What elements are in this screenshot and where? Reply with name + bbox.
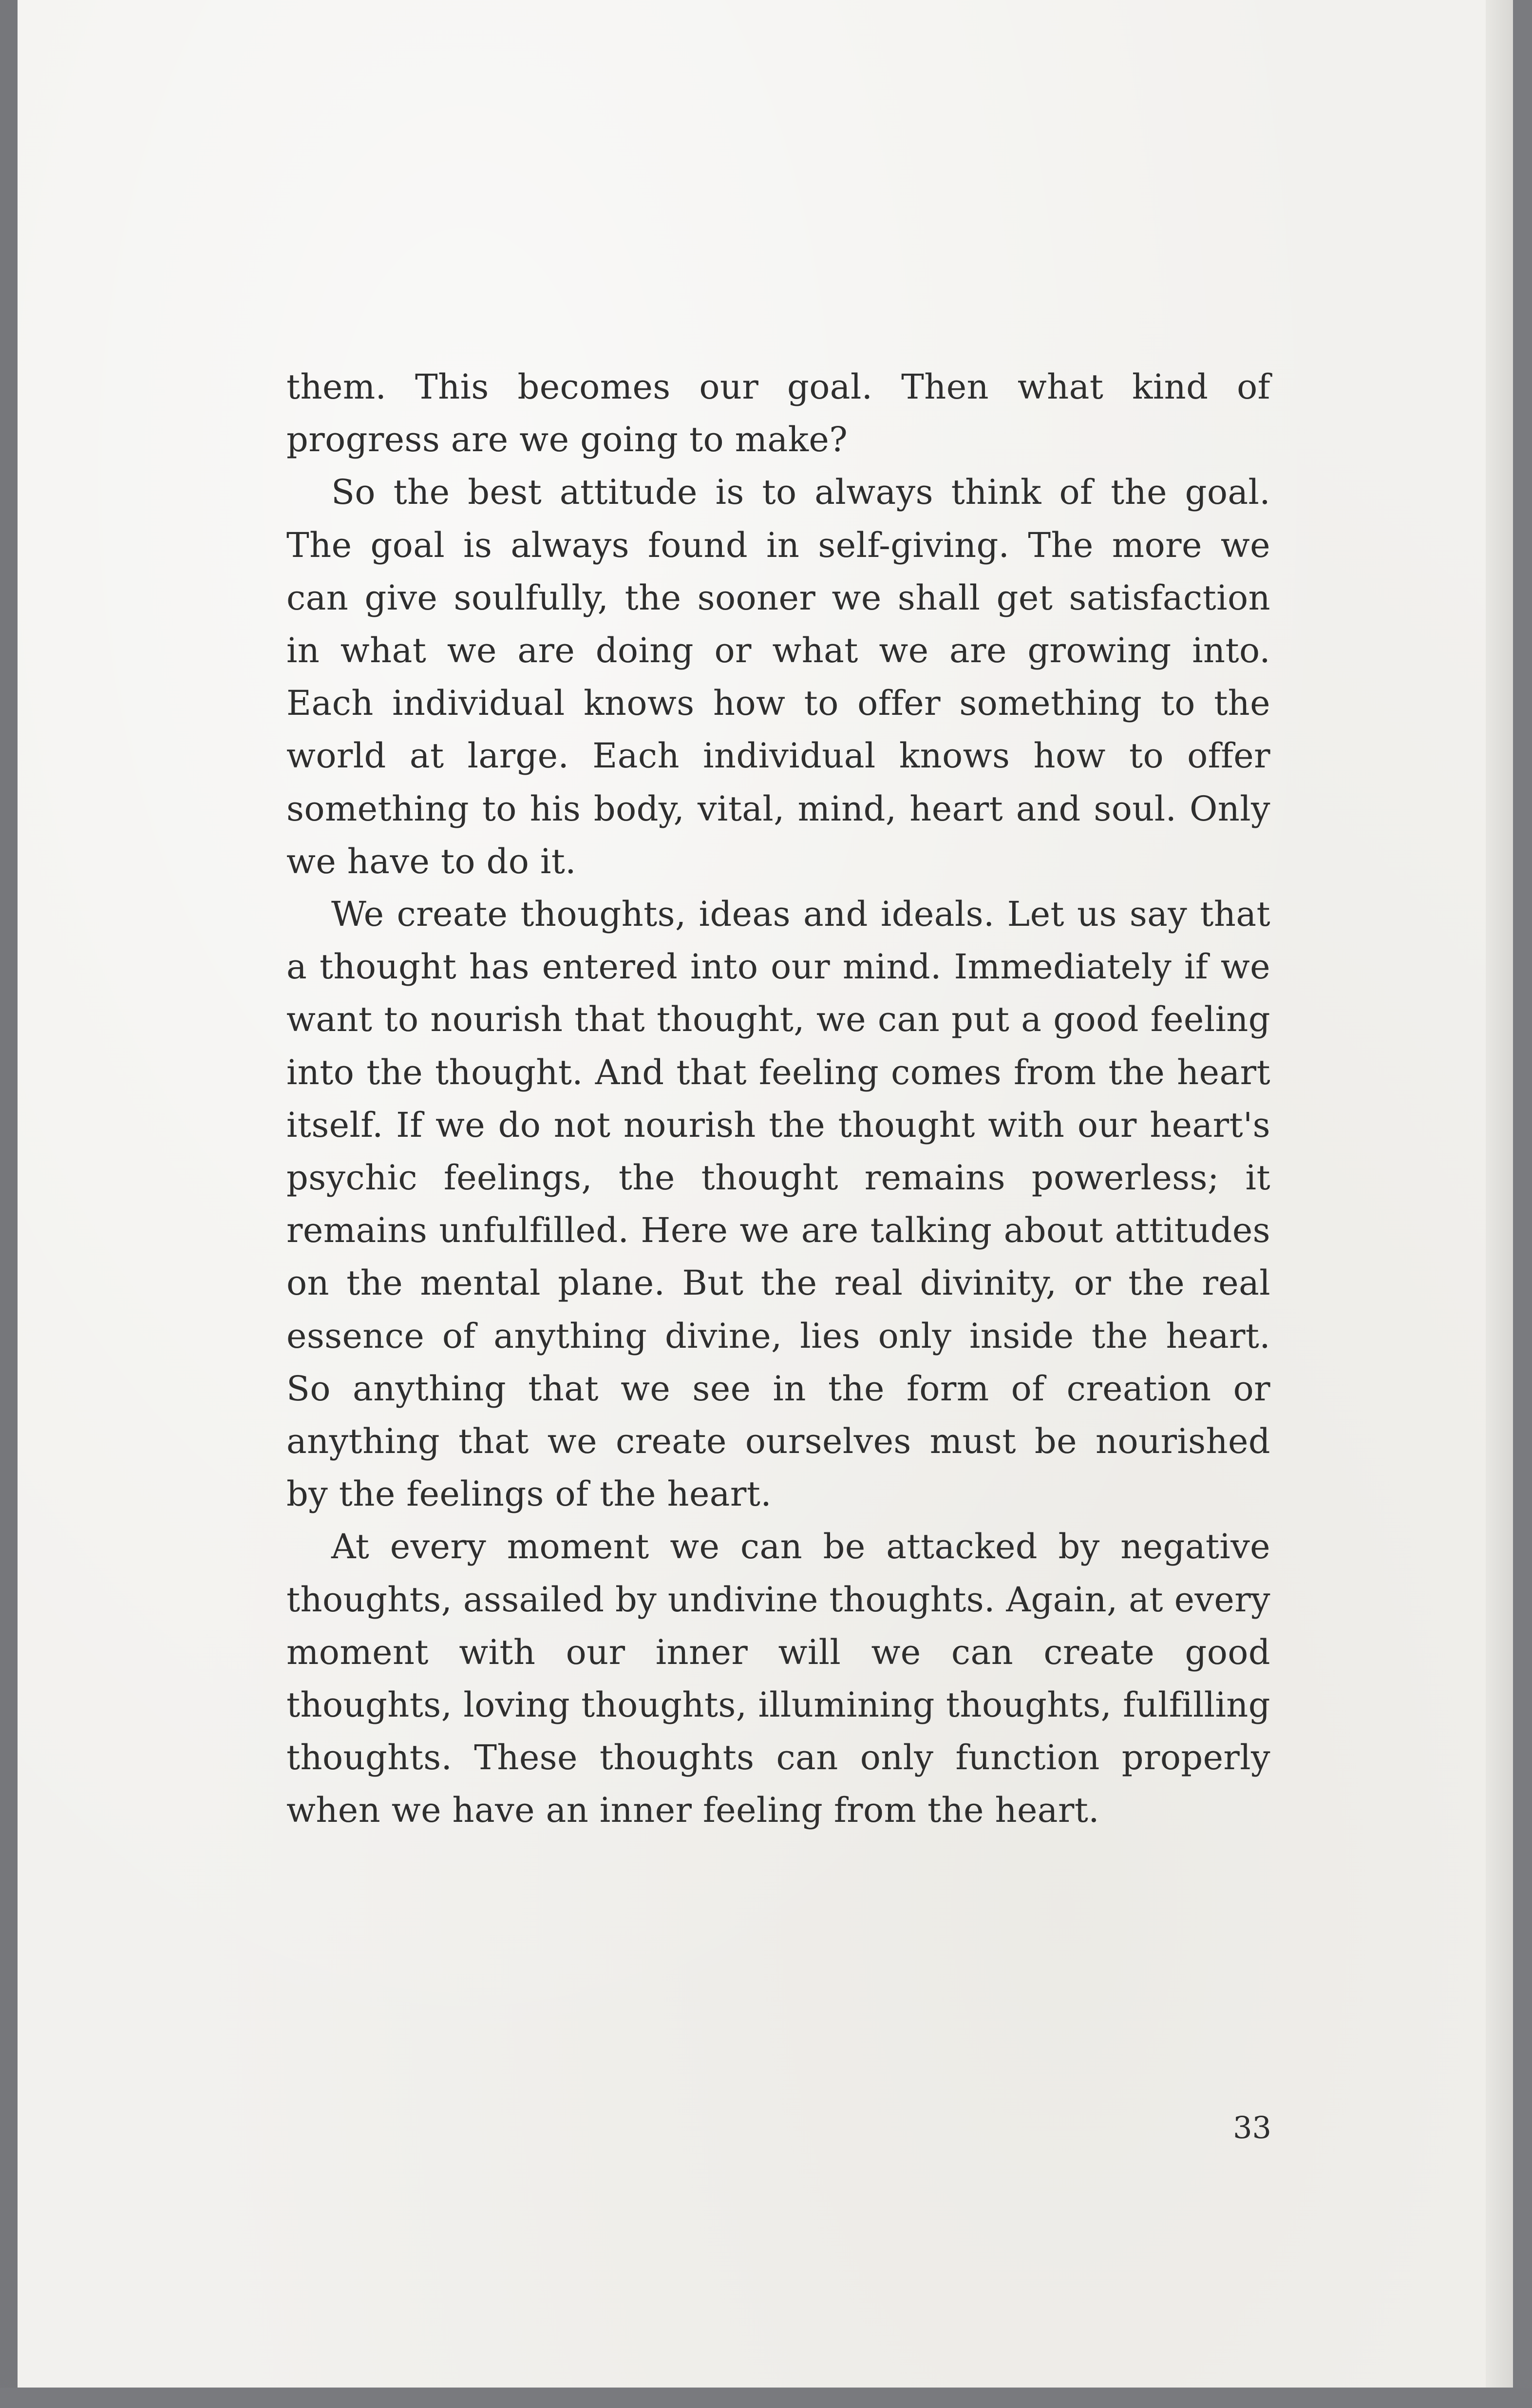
paragraph-continued: them. This becomes our goal. Then what kind of progress are we going to make? <box>286 367 1270 460</box>
page-number: 33 <box>1233 2110 1271 2145</box>
page-edge-shadow <box>1486 0 1513 2388</box>
scanner-bed-right <box>1513 0 1532 2408</box>
scanner-bed-bottom <box>0 2388 1532 2408</box>
paragraph: At every moment we can be attacked by negative thoughts, assailed by undivine thoughts. Again, at every moment with our inner will we can create good thoughts, loving thoughts, illumining thoughts, fulfilling thoughts. These thoughts can only function properly when we have an inner feeling from the heart. <box>286 1527 1270 1831</box>
body-text <box>286 361 1270 1837</box>
paragraph: We create thoughts, ideas and ideals. Let us say that a thought has entered into our mind. Immediately if we want to nourish that thought, we can put a good feeling into the thought. And that feeling comes from the heart itself. If we do not nourish the thought with our heart's psychic feelings, the thought remains powerless; it remains unfulfilled. Here we are talking about attitudes on the mental plane. But the real divinity, or the real essence of anything divine, lies only inside the heart. So anything that we see in the form of creation or anything that we create ourselves must be nourished by the feelings of the heart. <box>286 894 1270 1514</box>
paragraph: So the best attitude is to always think of the goal. The goal is always found in self-giving. The more we can give soulfully, the sooner we shall get satisfaction in what we are doing or what we are growing into. Each individual knows how to offer something to the world at large. Each individual knows how to offer something to his body, vital, mind, heart and soul. Only we have to do it. <box>286 472 1270 881</box>
